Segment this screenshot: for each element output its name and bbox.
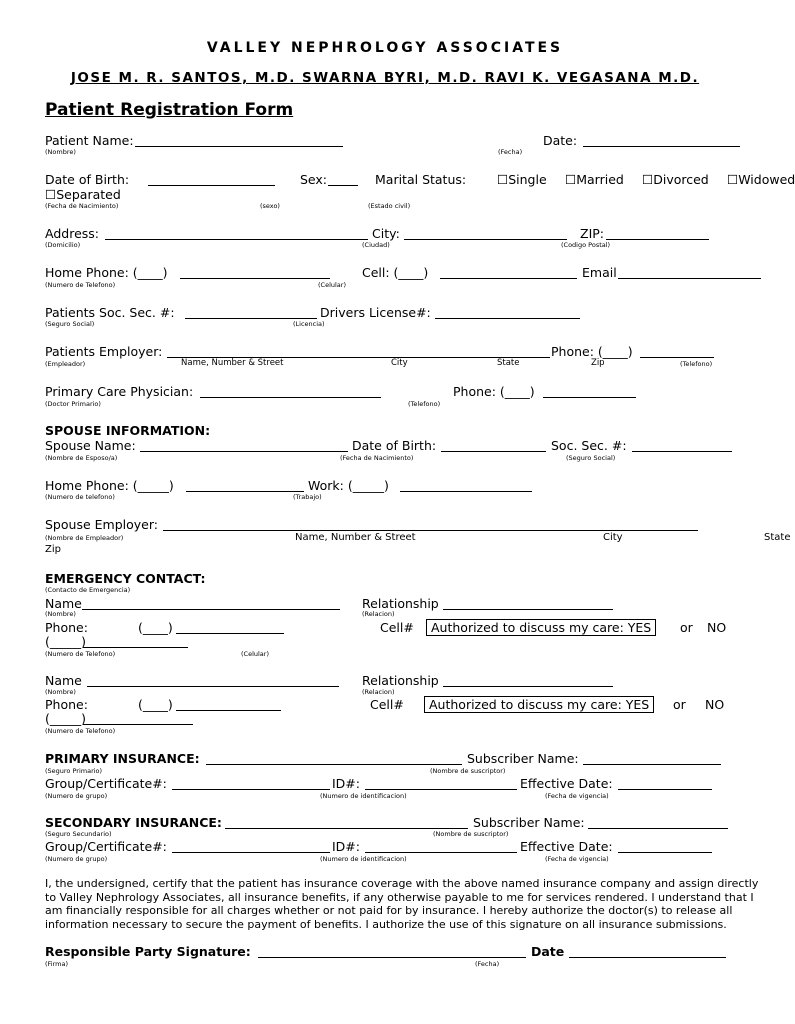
secondary-eff-es: (Fecha de vigencia) xyxy=(545,855,609,863)
practice-name: VALLEY NEPHROLOGY ASSOCIATES xyxy=(206,40,564,56)
secondary-ins-heading: SECONDARY INSURANCE: xyxy=(45,815,222,830)
emergency-phone2-es: (Numero de Telefono) xyxy=(45,727,116,735)
pcp-phone-label: Phone: (____) xyxy=(453,384,535,399)
spouse-name-es: (Nombre de Esposo/a) xyxy=(45,454,118,462)
home-phone-field[interactable] xyxy=(180,278,330,279)
spouse-ssn-label: Soc. Sec. #: xyxy=(551,438,627,453)
emergency-cell1-label: Cell# xyxy=(380,620,414,635)
secondary-subscriber-field[interactable] xyxy=(588,828,728,829)
patient-name-es: (Nombre) xyxy=(45,148,76,156)
secondary-eff-field[interactable] xyxy=(618,852,712,853)
spouse-name-field[interactable] xyxy=(140,451,348,452)
emergency-relationship1-field[interactable] xyxy=(443,609,613,610)
emergency-cell1-area: (_____) xyxy=(45,634,87,649)
emergency-name1-es: (Nombre) xyxy=(45,610,76,618)
emergency-name2-es: (Nombre) xyxy=(45,688,76,696)
spouse-employer-zip-hint: Zip xyxy=(45,544,61,555)
address-es: (Domicilio) xyxy=(45,241,81,249)
cell-label: Cell: (____) xyxy=(362,265,429,280)
dl-es: (Licencia) xyxy=(293,320,325,328)
widowed-label: Widowed xyxy=(738,172,795,187)
employer-state-hint: State xyxy=(497,358,520,368)
employer-label: Patients Employer: xyxy=(45,344,163,359)
spouse-home-phone-label: Home Phone: (_____) xyxy=(45,478,174,493)
zip-es: (Codigo Postal) xyxy=(561,241,611,249)
emergency-auth2-box[interactable] xyxy=(424,696,654,713)
primary-subscriber-label: Subscriber Name: xyxy=(467,751,579,766)
date-field[interactable] xyxy=(583,146,740,147)
dl-label: Drivers License#: xyxy=(320,305,431,320)
secondary-group-field[interactable] xyxy=(172,852,330,853)
signature-label: Responsible Party Signature: xyxy=(45,944,251,959)
secondary-eff-label: Effective Date: xyxy=(520,839,613,854)
emergency-cell1-es: (Celular) xyxy=(241,650,269,658)
email-field[interactable] xyxy=(618,278,761,279)
emergency-phone2-field[interactable] xyxy=(176,710,281,711)
pcp-phone-field[interactable] xyxy=(543,397,636,398)
primary-group-es: (Numero de grupo) xyxy=(45,792,108,800)
secondary-ins-field[interactable] xyxy=(225,828,468,829)
employer-es: (Empleador) xyxy=(45,360,86,368)
secondary-subscriber-es: (Nombre de suscriptor) xyxy=(433,830,509,838)
address-label: Address: xyxy=(45,226,99,241)
ssn-es: (Seguro Social) xyxy=(45,320,95,328)
secondary-subscriber-label: Subscriber Name: xyxy=(473,815,585,830)
city-es: (Ciudad) xyxy=(362,241,390,249)
spouse-ssn-es: (Seguro Social) xyxy=(566,454,616,462)
employer-zip-hint: Zip xyxy=(591,358,605,368)
patient-name-field[interactable] xyxy=(135,146,343,147)
emergency-name1-field[interactable] xyxy=(82,609,340,610)
emergency-phone1-label: Phone: xyxy=(45,620,88,635)
primary-id-field[interactable] xyxy=(365,789,517,790)
spouse-work-label: Work: (_____) xyxy=(308,478,389,493)
emergency-no2[interactable]: NO xyxy=(705,697,725,712)
emergency-or2: or xyxy=(673,697,686,712)
secondary-ins-es: (Seguro Secundario) xyxy=(45,830,112,838)
certification-text: I, the undersigned, certify that the patient has insurance coverage with the above named insurance company and assign directly to Valley Nephrology Associates, all insurance benefits, if any otherwise payable to me for services rendered. I understand that I am financially responsible for all charges whether or not paid for by insurance. I hereby authorize the doctor(s) to release all information necessary to secure the payment of benefits. I authorize the use of this signature on all insurance submissions. xyxy=(45,877,759,931)
emergency-auth2-text: Authorized to discuss my care: YES xyxy=(429,697,650,712)
emergency-relationship1-label: Relationship xyxy=(362,596,439,611)
primary-subscriber-es: (Nombre de suscriptor) xyxy=(430,767,506,775)
spouse-ssn-field[interactable] xyxy=(632,451,732,452)
primary-subscriber-field[interactable] xyxy=(583,764,721,765)
signature-date-es: (Fecha) xyxy=(475,960,500,968)
employer-phone-es: (Telefono) xyxy=(680,360,713,368)
checkbox-divorced[interactable]: ☐Divorced xyxy=(642,172,709,187)
spouse-employer-label: Spouse Employer: xyxy=(45,517,158,532)
spouse-name-label: Spouse Name: xyxy=(45,438,136,453)
ssn-label: Patients Soc. Sec. #: xyxy=(45,305,175,320)
checkbox-widowed[interactable]: ☐Widowed xyxy=(727,172,795,187)
employer-phone-field[interactable] xyxy=(640,357,714,358)
emergency-phone1-field[interactable] xyxy=(176,633,284,634)
pcp-label: Primary Care Physician: xyxy=(45,384,194,399)
primary-ins-es: (Seguro Primario) xyxy=(45,767,103,775)
zip-label: ZIP: xyxy=(580,226,604,241)
dob-field[interactable] xyxy=(148,185,275,186)
sex-es: (sexo) xyxy=(260,202,280,210)
emergency-auth1-box[interactable] xyxy=(426,619,656,636)
emergency-or1: or xyxy=(680,620,693,635)
patient-name-label: Patient Name: xyxy=(45,133,134,148)
primary-ins-heading: PRIMARY INSURANCE: xyxy=(45,751,200,766)
sex-label: Sex: xyxy=(300,172,328,187)
emergency-name1-label: Name xyxy=(45,596,82,611)
spouse-heading: SPOUSE INFORMATION: xyxy=(45,423,211,438)
date-label: Date: xyxy=(543,133,578,148)
emergency-cell2-field[interactable] xyxy=(83,724,193,725)
primary-group-field[interactable] xyxy=(172,789,330,790)
emergency-phone2-area: (____) xyxy=(138,697,173,712)
emergency-relationship2-field[interactable] xyxy=(443,686,613,687)
emergency-phone1-area: (____) xyxy=(138,620,173,635)
secondary-group-label: Group/Certificate#: xyxy=(45,839,167,854)
signature-field[interactable] xyxy=(258,957,526,958)
signature-es: (Firma) xyxy=(45,960,69,968)
employer-street-hint: Name, Number & Street xyxy=(181,358,284,368)
employer-city-hint: City xyxy=(391,358,408,368)
dob-label: Date of Birth: xyxy=(45,172,130,187)
primary-ins-field[interactable] xyxy=(206,764,462,765)
date-es: (Fecha) xyxy=(498,148,523,156)
city-field[interactable] xyxy=(404,239,567,240)
dob-es: (Fecha de Nacimiento) xyxy=(45,202,119,210)
marital-label: Marital Status: xyxy=(375,172,467,187)
email-label: Email xyxy=(582,265,617,280)
primary-group-label: Group/Certificate#: xyxy=(45,776,167,791)
emergency-auth1-text: Authorized to discuss my care: YES xyxy=(431,620,652,635)
pcp-es: (Doctor Primario) xyxy=(45,400,101,408)
zip-field[interactable] xyxy=(606,239,709,240)
primary-eff-es: (Fecha de vigencia) xyxy=(545,792,609,800)
primary-id-label: ID#: xyxy=(332,776,360,791)
spouse-home-phone-field[interactable] xyxy=(186,491,304,492)
cell-field[interactable] xyxy=(440,278,577,279)
home-phone-es: (Numero de Telefono) xyxy=(45,281,116,289)
emergency-relationship1-es: (Relacion) xyxy=(362,610,395,618)
cell-es: (Celular) xyxy=(318,281,346,289)
address-field[interactable] xyxy=(105,239,368,240)
secondary-group-es: (Numero de grupo) xyxy=(45,855,108,863)
divorced-label: Divorced xyxy=(653,172,709,187)
emergency-phone1-es: (Numero de Telefono) xyxy=(45,650,116,658)
spouse-employer-street-hint: Name, Number & Street xyxy=(295,532,416,543)
home-phone-label: Home Phone: (____) xyxy=(45,265,168,280)
emergency-no1[interactable]: NO xyxy=(707,620,727,635)
checkbox-separated[interactable]: ☐Separated xyxy=(45,187,121,202)
spouse-dob-es: (Fecha de Nacimiento) xyxy=(340,454,414,462)
checkbox-married[interactable]: ☐Married xyxy=(565,172,624,187)
spouse-employer-es: (Nombre de Empleador) xyxy=(45,534,124,542)
emergency-heading-es: (Contacto de Emergencia) xyxy=(45,586,131,594)
signature-date-field[interactable] xyxy=(569,957,726,958)
pcp-phone-es: (Telefono) xyxy=(408,400,441,408)
spouse-dob-label: Date of Birth: xyxy=(352,438,437,453)
city-label: City: xyxy=(372,226,400,241)
spouse-work-es: (Trabajo) xyxy=(293,493,322,501)
ssn-field[interactable] xyxy=(185,318,317,319)
doctor-names: JOSE M. R. SANTOS, M.D. SWARNA BYRI, M.D. RAVI K. VEGASANA M.D. xyxy=(70,70,700,86)
separated-label: Separated xyxy=(56,187,121,202)
emergency-cell1-field[interactable] xyxy=(83,647,188,648)
emergency-phone2-label: Phone: xyxy=(45,697,88,712)
dl-field[interactable] xyxy=(435,318,580,319)
spouse-dob-field[interactable] xyxy=(441,451,546,452)
signature-date-label: Date xyxy=(531,944,565,959)
secondary-id-es: (Numero de identificacion) xyxy=(320,855,407,863)
emergency-relationship2-es: (Relacion) xyxy=(362,688,395,696)
primary-eff-field[interactable] xyxy=(618,789,712,790)
emergency-cell2-label: Cell# xyxy=(370,697,404,712)
emergency-name2-field[interactable] xyxy=(87,686,339,687)
emergency-cell2-area: (_____) xyxy=(45,711,87,726)
employer-phone-label: Phone: (____) xyxy=(551,344,633,359)
form-title: Patient Registration Form xyxy=(45,100,294,120)
married-label: Married xyxy=(576,172,624,187)
emergency-heading: EMERGENCY CONTACT: xyxy=(45,571,206,586)
spouse-employer-state-hint: State xyxy=(764,532,791,543)
secondary-id-label: ID#: xyxy=(332,839,360,854)
spouse-home-phone-es: (Numero de telefono) xyxy=(45,493,115,501)
sex-field[interactable] xyxy=(328,185,358,186)
checkbox-single[interactable]: ☐Single xyxy=(497,172,547,187)
primary-id-es: (Numero de identificacion) xyxy=(320,792,407,800)
marital-es: (Estado civil) xyxy=(368,202,411,210)
spouse-employer-city-hint: City xyxy=(603,532,623,543)
secondary-id-field[interactable] xyxy=(365,852,517,853)
spouse-employer-field[interactable] xyxy=(163,530,698,531)
single-label: Single xyxy=(508,172,547,187)
pcp-field[interactable] xyxy=(200,397,381,398)
emergency-relationship2-label: Relationship xyxy=(362,673,439,688)
primary-eff-label: Effective Date: xyxy=(520,776,613,791)
spouse-work-field[interactable] xyxy=(400,491,532,492)
emergency-name2-label: Name xyxy=(45,673,82,688)
